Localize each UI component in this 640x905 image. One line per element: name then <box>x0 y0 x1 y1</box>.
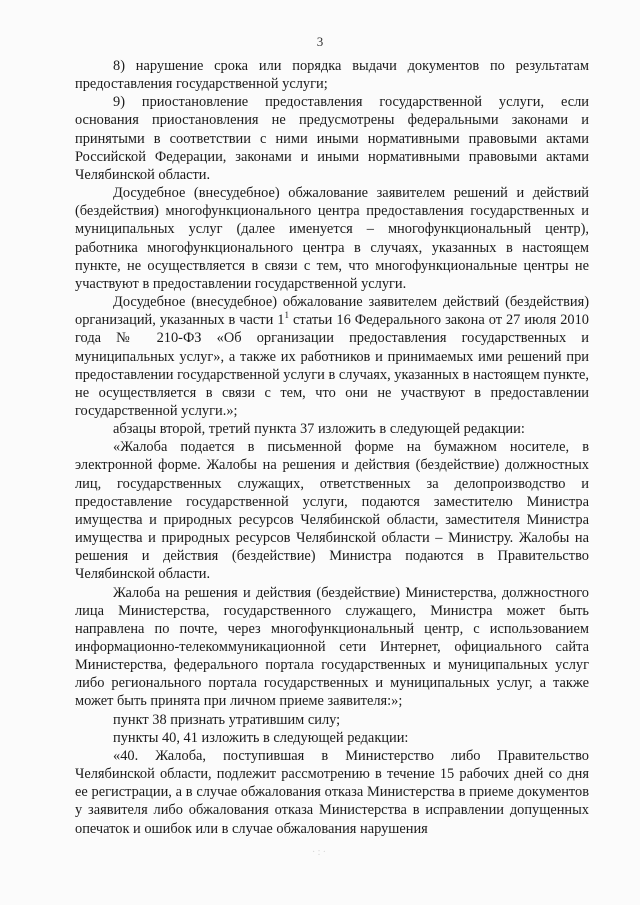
paragraph-clause-38: пункт 38 признать утратившим силу; <box>113 711 341 728</box>
paragraph-organizations-appeal-end: статьи 16 Федерального закона от 27 июля 2010 года № 210-ФЗ «Об организации предоставления государственных и муниципальных услуг», а также их работников и принимаемых ими решений при предоставлении государственной услуги в случаях, указанных в настоящем пункте, не осуществляется в связи с тем, что они не участвуют в предоставлении государственной услуги.»; <box>75 312 589 419</box>
paragraph-item-8: 8) нарушение срока или порядка выдачи документов по результатам предоставления государственной услуги; <box>75 58 589 93</box>
paragraph-clause-40: «40. Жалоба, поступившая в Министерство либо Правительство Челябинской области, подлежит рассмотрению в течение 15 рабочих дней со дня ее регистрации, а в случае обжалования отказа Министерства в приеме документов у заявителя либо обжалования отказа Министерства в исправлении допущенных опечаток и ошибок или в случае обжалования нарушения <box>75 747 589 837</box>
paragraph-clauses-40-41-instruction: пункты 40, 41 изложить в следующей редакции: <box>113 729 409 746</box>
paragraph-organizations-appeal <box>75 293 589 420</box>
paragraph-complaint-form: «Жалоба подается в письменной форме на бумажном носителе, в электронной форме. Жалобы на решения и действия (бездействие) должностных лиц, государственных служащих, ответственных за делопроизводство и предоставление государственной услуги, подаются заместителю Министра имущества и природных ресурсов Челябинской области, заместителя Министра имущества и природных ресурсов Челябинской области – Министру. Жалобы на решения и действия (бездействие) Министра подаются в Правительство Челябинской области. <box>75 439 589 583</box>
paragraph-complaint-channels: Жалоба на решения и действия (бездействие) Министерства, должностного лица Министерства, государственного служащего, Министра может быть направлена по почте, через многофункциональный центр, с использованием информационно-телекоммуникационной сети Интернет, официального сайта Министерства, федерального портала государственных и муниципальных услуг либо регионального портала государственных и муниципальных услуг, а также может быть принята при личном приеме заявителя:»; <box>75 584 589 710</box>
superscript-part-number: 1 <box>284 310 289 321</box>
paragraph-clause-37-instruction: абзацы второй, третий пункта 37 изложить в следующей редакции: <box>113 421 525 438</box>
paragraph-item-9: 9) приостановление предоставления государственной услуги, если основания приостановления не предусмотрены федеральными законами и принятыми в соответствии с ними иными нормативными правовыми актами Российской Федерации, законами и иными нормативными правовыми актами Челябинской области. <box>75 94 589 183</box>
paragraph-organizations-appeal-start: Досудебное (внесудебное) обжалование заявителем действий (бездействия) организаций, указанных в части 1 <box>75 294 589 329</box>
paragraph-mfc-appeal: Досудебное (внесудебное) обжалование заявителем решений и действий (бездействия) многофункционального центра предоставления государственных и муниципальных услуг (далее именуется – многофункциональный центр), работника многофункционального центра в случаях, указанных в настоящем пункте, не осуществляется в связи с тем, что многофункциональные центры не участвуют в предоставлении государственной услуги. <box>75 185 589 292</box>
page-number: 3 <box>316 34 324 49</box>
scan-mark: ·:· <box>311 846 329 858</box>
body-text <box>75 57 589 838</box>
